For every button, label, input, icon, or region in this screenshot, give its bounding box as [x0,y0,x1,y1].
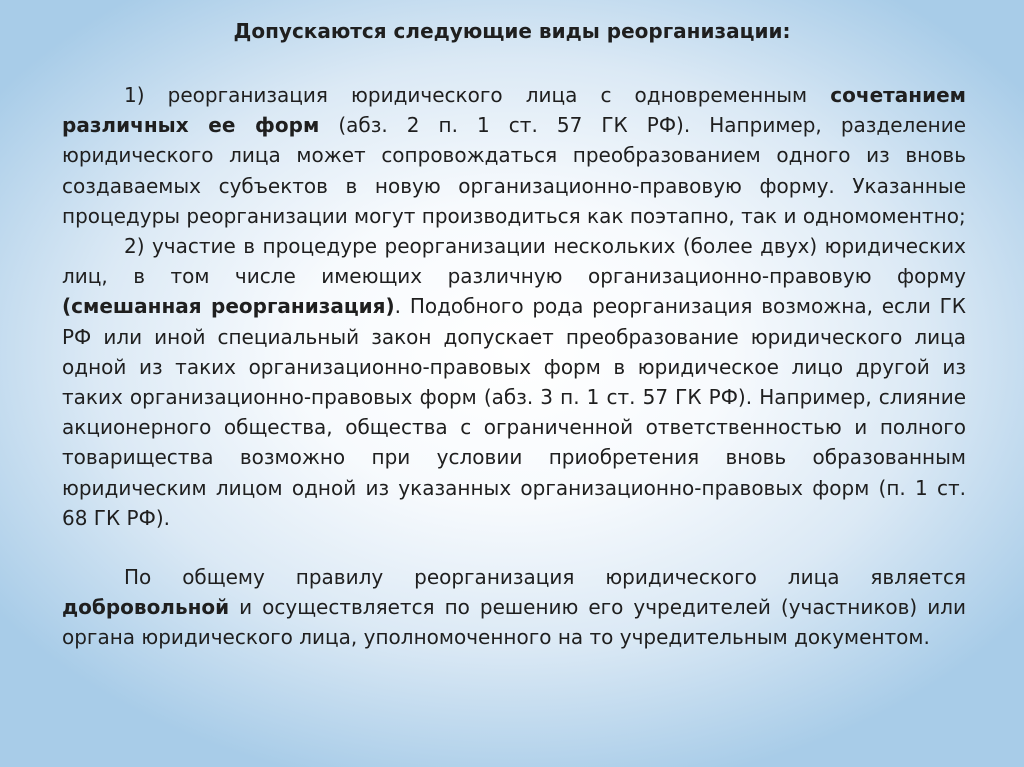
paragraph-3-text-start: По общему правилу реорганизация юридического лица является [124,565,966,590]
paragraph-3-text-end: и осуществляется по решению его учредителей (участников) или органа юридического лица, уполномоченного на то учредительным документом. [62,595,966,650]
paragraph-3 [62,562,966,653]
paragraph-1-bold-term: сочетанием различных ее форм [62,83,966,138]
paragraph-spacer [62,533,966,562]
paragraph-2-text-start: 2) участие в процедуре реорганизации нескольких (более двух) юридических лиц, в том числе имеющих различную организационно-правовую форму [62,234,966,289]
paragraph-1 [62,80,966,231]
paragraph-2 [62,231,966,533]
slide-title: Допускаются следующие виды реорганизации: [233,19,791,43]
slide-body [62,80,966,653]
paragraph-1-text-start: 1) реорганизация юридического лица с одновременным [124,83,831,107]
paragraph-2-text-end: . Подобного рода реорганизация возможна, если ГК РФ или иной специальный закон допускает преобразование юридического лица одной из таких организационно-правовых форм в юридическое лицо другой из таких организационно-правовых форм (абз. 3 п. 1 ст. 57 ГК РФ). Например, слияние акционерного общества, общества с ограниченной ответственностью и полного товарищества возможно при условии приобретения вновь образованным юридическим лицом одной из указанных организационно-правовых форм (п. 1 ст. 68 ГК РФ). [62,294,967,530]
paragraph-3-bold-term: добровольной [62,595,230,620]
paragraph-1-text-end: (абз. 2 п. 1 ст. 57 ГК РФ). Например, разделение юридического лица может сопровождаться преобразованием одного из вновь создаваемых субъектов в новую организационно-правовую форму. Указанные процедуры реорганизации могут производиться как поэтапно, так и одномоментно; [62,113,966,228]
paragraph-2-bold-term: (смешанная реорганизация) [62,294,395,319]
